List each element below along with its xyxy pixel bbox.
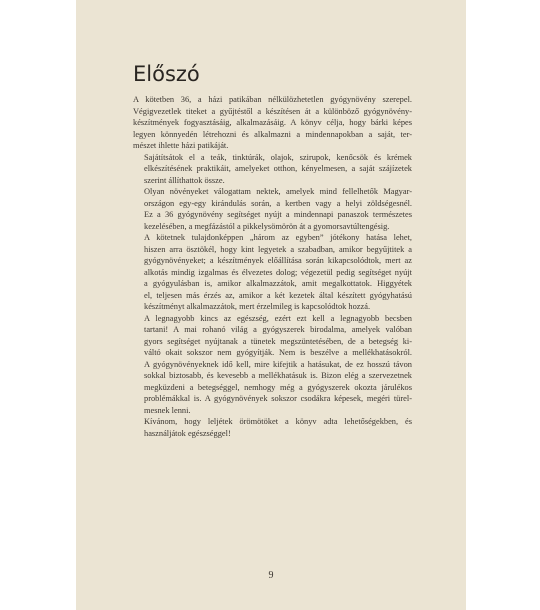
text-line: sokkal biztosabb, és kevesebb a mellékhatásuk is. Bizon elég a szervezetnek [144,371,412,380]
text-line: használjátok egészséggel! [144,428,231,438]
text-line: Kívánom, hogy leljétek örömötöket a könyv adta lehetőségekben, és [144,417,412,426]
text-line: országon egy-egy kirándulás során, a kertben vagy a helyi zöldségesnél. [144,198,412,208]
text-line: gyors segítséget nyújtanak a tünetek megszüntetésében, de a betegség ki- [144,336,412,346]
text-line: Olyan növényeket válogattam nektek, amelyek mind fellelhetők Magyar- [144,187,412,196]
text-line: a gyógyulásban is, amikor alkalmazzátok, amit megalkottatok. Higgyétek [144,279,412,288]
text-line: megküzdeni a betegséggel, nemhogy még a gyógyszerek okozta járulékos [144,382,412,392]
body-text [133,94,412,439]
text-line: mészet ihlette házi patikáját. [133,141,229,150]
paragraph [133,152,412,187]
text-line: A gyógynövényeknek idő kell, mire kifejtik a hatásukat, de ez hosszú távon [144,359,412,369]
paragraph [133,313,412,417]
text-line: készítményt alkalmazzátok, mert érzelmileg is kapcsolódtok hozzá. [144,302,371,311]
book-page [76,0,466,610]
page-number: 9 [268,570,274,581]
text-line: legyen könnyedén létrehozni és alkalmazni a mindennapokban a saját, ter- [133,129,412,139]
text-line: váltó okait sokszor nem gyógyítják. Nem is beszélve a mellékhatásokról. [144,348,412,357]
text-line: hiszen arra ösztökél, hogy kint legyetek a szabadban, amikor begyűjtitek a [144,244,412,254]
text-line: mesnek lenni. [144,405,191,415]
text-line: el, teljesen más érzés az, amikor a két kezetek által készített gyógyhatású [144,290,412,300]
text-line: szerint állíthattok össze. [144,175,225,185]
paragraph [133,186,412,232]
text-line: Sajátítsátok el a teák, tinktúrák, olajok, szirupok, kenőcsök és krémek [144,152,412,162]
text-line: gyógynövényeket; a készítmények előállítása során kikapcsolódtok, mert az [144,256,412,265]
paragraph [133,232,412,313]
text-line: Ez a 36 gyógynövény segítséget nyújt a mindennapi panaszok természetes [144,210,412,219]
text-line: alkotás mindig izgalmas és élvezetes dolog; végezetül pedig segítséget nyújt [144,267,412,277]
text-line: elkészítésének praktikáit, amelyeket otthon, kényelmesen, a saját szájízetek [144,164,412,173]
page-title: Előszó [133,62,200,86]
text-line: A legnagyobb kincs az egészség, ezért ezt kell a legnagyobb becsben [144,313,412,323]
text-line: A kötetnek tulajdonképpen „három az egyben” jótékony hatása lehet, [144,233,412,242]
paragraph [133,416,412,439]
text-line: tartani! A mai rohanó világ a gyógyszerek birodalma, amelyek valóban [144,325,412,334]
text-line: készítmények fogyasztásáig, alkalmazásáig. A könyv célja, hogy bárki képes [133,118,412,127]
text-line: A kötetben 36, a házi patikában nélkülözhetetlen gyógynövény szerepel. [133,95,412,104]
text-line: problémákkal is. A gyógynövények sokszor csodákra képesek, megéri türel- [144,394,412,403]
paragraph [133,94,412,152]
text-line: kezelésében, a megfázástól a pikkelysömörön át a gyomorsavtúltengésig. [144,221,390,231]
text-line: Végigvezetlek titeket a gyűjtéstől a készítésen át a különböző gyógynövény- [133,106,412,116]
